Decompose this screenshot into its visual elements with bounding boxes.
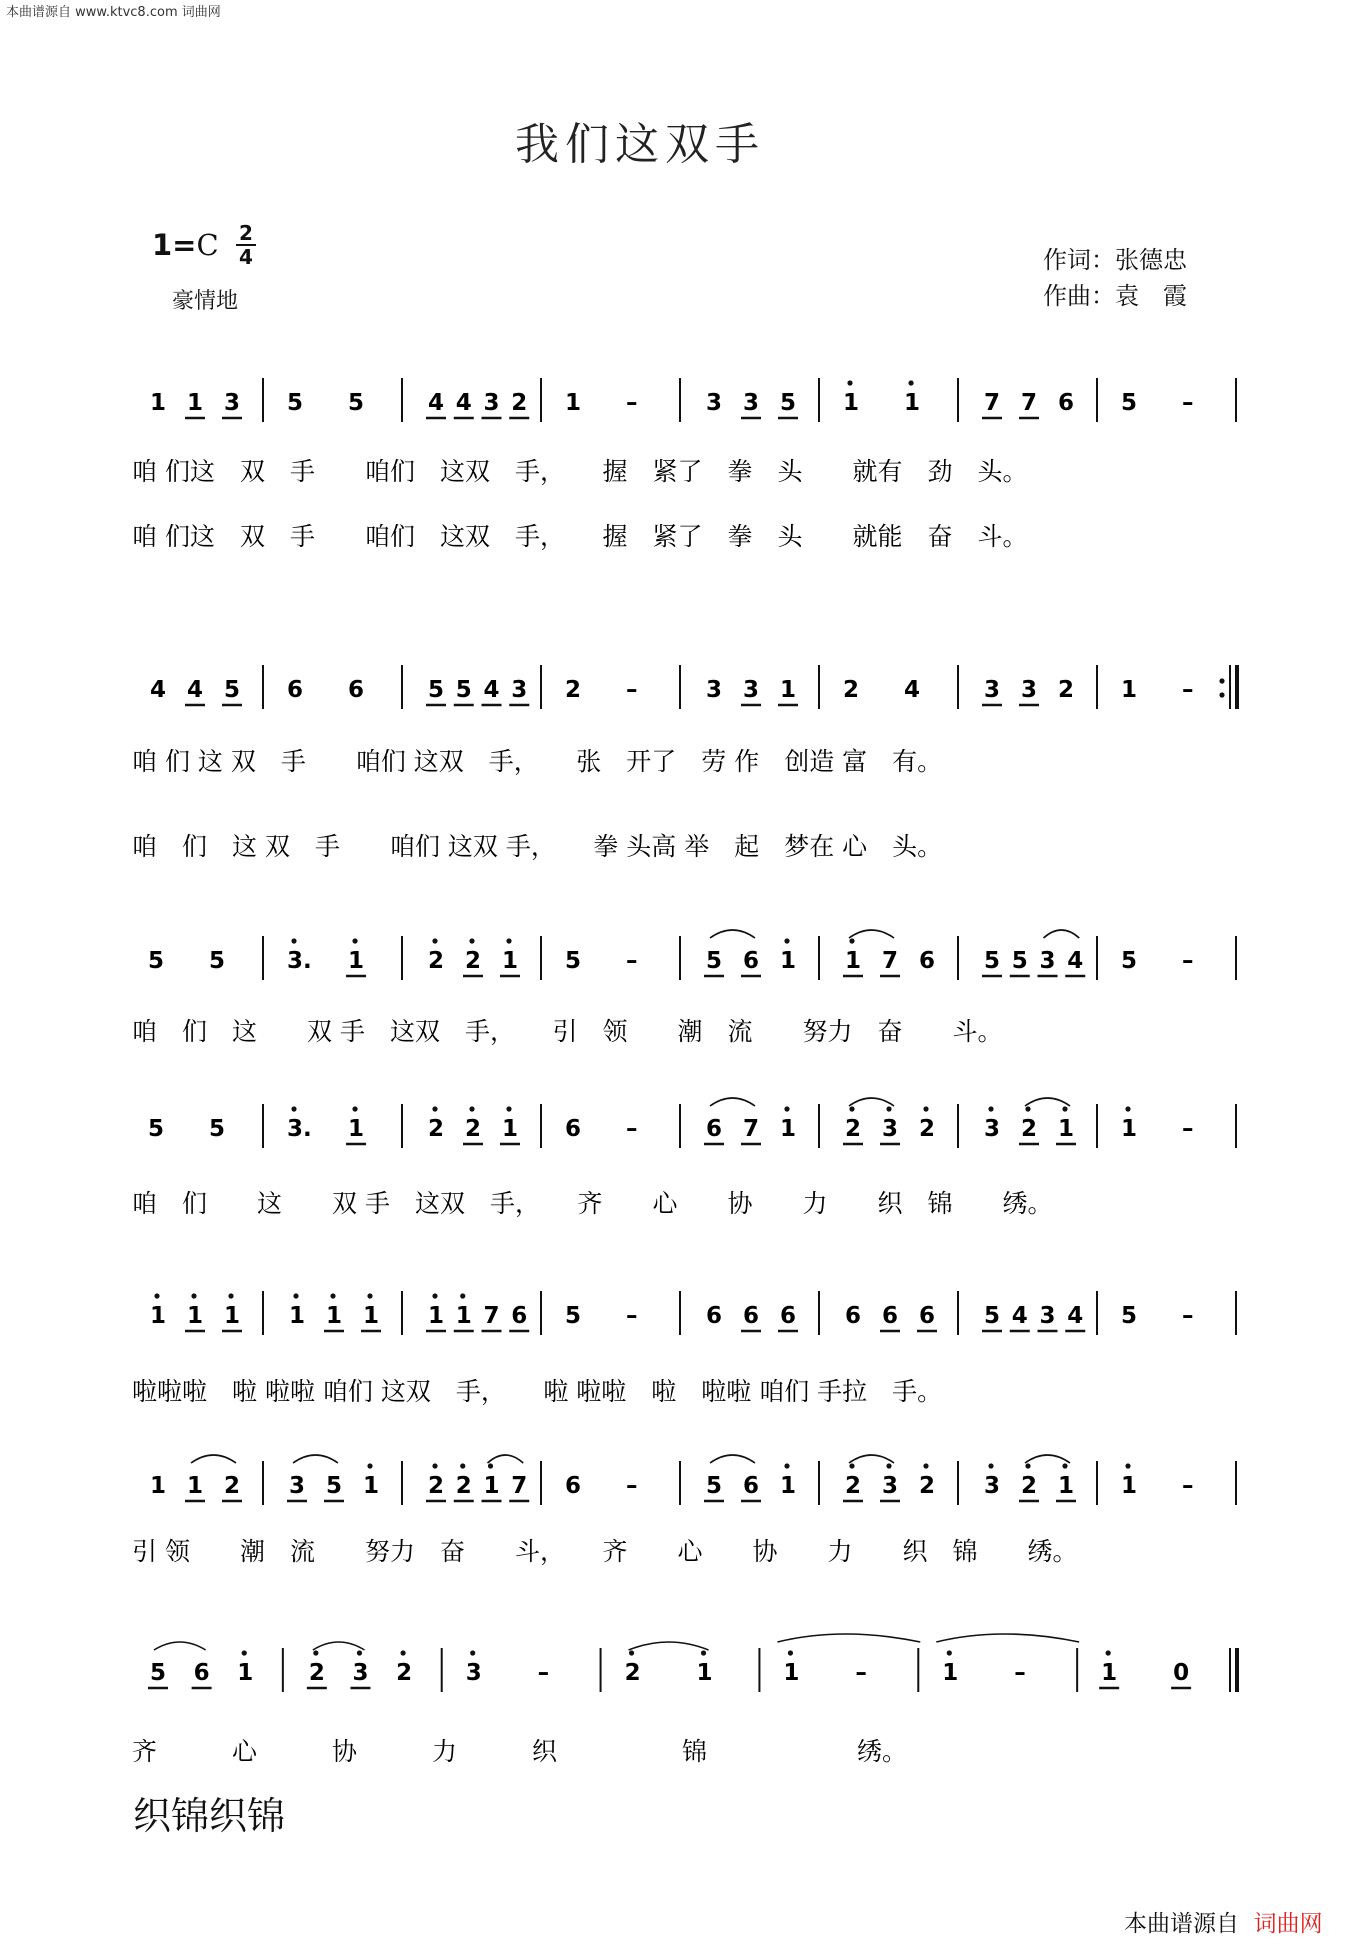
jianpu-note: 4 bbox=[904, 677, 921, 703]
jianpu-note: 1 bbox=[502, 948, 519, 974]
octave-dot bbox=[849, 938, 854, 943]
jianpu-note: 3 bbox=[289, 1473, 306, 1499]
octave-dot bbox=[908, 380, 913, 385]
octave-dot bbox=[847, 380, 852, 385]
jianpu-note: 6 bbox=[882, 1303, 899, 1329]
octave-dot bbox=[784, 1106, 789, 1111]
jianpu-note: 1 bbox=[326, 1303, 343, 1329]
lyric-line: 咱 们 这 双 手 咱们 这双 手， 拳 头高 举 起 梦在 心 头。 bbox=[132, 832, 943, 861]
jianpu-note: 2 bbox=[565, 677, 582, 703]
jianpu-note: 5 bbox=[287, 390, 304, 416]
jianpu-note: 3 bbox=[984, 1116, 1001, 1142]
slur bbox=[849, 930, 894, 938]
octave-dot bbox=[432, 938, 437, 943]
octave-dot bbox=[191, 1293, 196, 1298]
octave-dot bbox=[154, 1293, 159, 1298]
jianpu-note: 5 bbox=[706, 948, 723, 974]
octave-dot bbox=[1125, 1463, 1130, 1468]
jianpu-note: 5 bbox=[565, 1303, 582, 1329]
jianpu-note: – bbox=[1014, 1660, 1026, 1686]
jianpu-note: 4 bbox=[150, 677, 167, 703]
lyricist-credit: 作词：张德忠 bbox=[1043, 246, 1187, 274]
slur bbox=[488, 1455, 524, 1463]
jianpu-note: 5 bbox=[1121, 1303, 1138, 1329]
slur bbox=[293, 1455, 338, 1463]
jianpu-note: 5 bbox=[209, 1116, 226, 1142]
jianpu-note: 3 bbox=[984, 1473, 1001, 1499]
jianpu-note: 4 bbox=[1067, 1303, 1084, 1329]
jianpu-note: 6 bbox=[743, 1303, 760, 1329]
jianpu-note: 2 bbox=[1058, 677, 1075, 703]
octave-dot bbox=[849, 1463, 854, 1468]
jianpu-note: 7 bbox=[1021, 390, 1038, 416]
slur bbox=[849, 1098, 894, 1106]
jianpu-note: – bbox=[1182, 1116, 1194, 1142]
jianpu-note: – bbox=[1182, 390, 1194, 416]
octave-dot bbox=[1025, 1463, 1030, 1468]
jianpu-note: – bbox=[1182, 1473, 1194, 1499]
jianpu-note: 6 bbox=[845, 1303, 862, 1329]
octave-dot bbox=[784, 1463, 789, 1468]
octave-dot bbox=[352, 938, 357, 943]
jianpu-note: 1 bbox=[348, 1116, 365, 1142]
key-prefix: 1= bbox=[152, 228, 197, 262]
jianpu-note: 1 bbox=[780, 677, 797, 703]
octave-dot bbox=[400, 1650, 405, 1655]
slur bbox=[191, 1455, 236, 1463]
jianpu-note: 1 bbox=[455, 1303, 472, 1329]
jianpu-note: 7 bbox=[882, 948, 899, 974]
jianpu-note: 1 bbox=[780, 948, 797, 974]
jianpu-note: 3 bbox=[984, 677, 1001, 703]
jianpu-note: 2 bbox=[428, 1473, 445, 1499]
jianpu-note: 5 bbox=[1121, 390, 1138, 416]
watermark-top: 本曲谱源自 www.ktvc8.com 词曲网 bbox=[6, 5, 221, 20]
jianpu-note: 2 bbox=[1021, 1473, 1038, 1499]
octave-dot bbox=[701, 1650, 706, 1655]
jianpu-note: 2 bbox=[845, 1116, 862, 1142]
slur bbox=[849, 1455, 894, 1463]
lyric-line: 咱 们 这 双 手 这双 手， 引 领 潮 流 努力 奋 斗。 bbox=[132, 1017, 1003, 1046]
repeat-dot bbox=[1219, 678, 1224, 683]
octave-dot bbox=[313, 1650, 318, 1655]
jianpu-note: 1 bbox=[187, 1303, 204, 1329]
jianpu-note: 5 bbox=[455, 677, 472, 703]
jianpu-note: 1 bbox=[187, 1473, 204, 1499]
jianpu-note: 1 bbox=[783, 1660, 800, 1686]
jianpu-note: 7 bbox=[483, 1303, 500, 1329]
jianpu-note: – bbox=[1182, 1303, 1194, 1329]
jianpu-note: 1 bbox=[565, 390, 582, 416]
octave-dot bbox=[784, 938, 789, 943]
jianpu-note: 3 bbox=[511, 677, 528, 703]
jianpu-note: 5 bbox=[780, 390, 797, 416]
octave-dot bbox=[228, 1293, 233, 1298]
slur bbox=[154, 1642, 206, 1650]
jianpu-note: 3 bbox=[743, 677, 760, 703]
jianpu-note: 7 bbox=[743, 1116, 760, 1142]
jianpu-note: – bbox=[626, 677, 638, 703]
jianpu-note: 2 bbox=[624, 1660, 641, 1686]
jianpu-note: 3 bbox=[882, 1116, 899, 1142]
octave-dot bbox=[460, 1463, 465, 1468]
extra-lyric: 织锦织锦 bbox=[133, 1794, 286, 1838]
jianpu-note: 2 bbox=[919, 1116, 936, 1142]
jianpu-note: 2 bbox=[511, 390, 528, 416]
key-letter: C bbox=[196, 228, 219, 262]
jianpu-note: 7 bbox=[984, 390, 1001, 416]
octave-dot bbox=[293, 1293, 298, 1298]
slur bbox=[710, 930, 755, 938]
octave-dot bbox=[788, 1650, 793, 1655]
octave-dot bbox=[357, 1650, 362, 1655]
slur bbox=[1025, 1098, 1070, 1106]
jianpu-note: 2 bbox=[224, 1473, 241, 1499]
jianpu-note: 1 bbox=[696, 1660, 713, 1686]
slur bbox=[710, 1455, 755, 1463]
time-top: 2 bbox=[236, 222, 256, 246]
jianpu-note: 3 bbox=[706, 390, 723, 416]
jianpu-note: 0 bbox=[1173, 1660, 1190, 1686]
lyric-line: 引 领 潮 流 努力 奋 斗， 齐 心 协 力 织 锦 绣。 bbox=[132, 1537, 1078, 1566]
jianpu-note: 1 bbox=[1101, 1660, 1118, 1686]
jianpu-note: 3. bbox=[287, 948, 312, 974]
lyric-line: 咱 们这 双 手 咱们 这双 手， 握 紧了 拳 头 就能 奋 斗。 bbox=[132, 522, 1028, 551]
lyric-line: 啦啦啦 啦 啦啦 咱们 这双 手， 啦 啦啦 啦 啦啦 咱们 手拉 手。 bbox=[132, 1377, 943, 1406]
jianpu-note: 4 bbox=[483, 677, 500, 703]
octave-dot bbox=[849, 1106, 854, 1111]
jianpu-note: 1 bbox=[483, 1473, 500, 1499]
jianpu-note: 3 bbox=[465, 1660, 482, 1686]
jianpu-note: 4 bbox=[455, 390, 472, 416]
jianpu-note: 1 bbox=[843, 390, 860, 416]
jianpu-note: 6 bbox=[287, 677, 304, 703]
jianpu-note: 6 bbox=[348, 677, 365, 703]
jianpu-note: – bbox=[626, 948, 638, 974]
jianpu-note: 2 bbox=[428, 1116, 445, 1142]
jianpu-note: – bbox=[626, 1473, 638, 1499]
octave-dot bbox=[923, 1106, 928, 1111]
jianpu-note: 5 bbox=[148, 948, 165, 974]
jianpu-note: 2 bbox=[919, 1473, 936, 1499]
tie bbox=[777, 1634, 920, 1642]
jianpu-note: 5 bbox=[1121, 948, 1138, 974]
jianpu-note: 6 bbox=[565, 1473, 582, 1499]
jianpu-note: 1 bbox=[363, 1303, 380, 1329]
jianpu-note: 5 bbox=[209, 948, 226, 974]
jianpu-note: 6 bbox=[706, 1303, 723, 1329]
octave-dot bbox=[1062, 1106, 1067, 1111]
jianpu-note: 1 bbox=[1121, 1116, 1138, 1142]
octave-dot bbox=[923, 1463, 928, 1468]
slur bbox=[1025, 1455, 1070, 1463]
octave-dot bbox=[506, 938, 511, 943]
jianpu-note: 3 bbox=[1039, 948, 1056, 974]
jianpu-note: 1 bbox=[502, 1116, 519, 1142]
jianpu-note: 7 bbox=[511, 1473, 528, 1499]
jianpu-note: 1 bbox=[1121, 677, 1138, 703]
jianpu-note: 1 bbox=[150, 1473, 167, 1499]
jianpu-note: 3 bbox=[1021, 677, 1038, 703]
jianpu-note: 6 bbox=[565, 1116, 582, 1142]
jianpu-note: 6 bbox=[743, 948, 760, 974]
jianpu-note: 5 bbox=[706, 1473, 723, 1499]
jianpu-note: 2 bbox=[396, 1660, 413, 1686]
jianpu-note: 3 bbox=[882, 1473, 899, 1499]
jianpu-note: 3. bbox=[287, 1116, 312, 1142]
jianpu-note: – bbox=[626, 1116, 638, 1142]
jianpu-note: 1 bbox=[942, 1660, 959, 1686]
jianpu-note: 1 bbox=[224, 1303, 241, 1329]
jianpu-note: 1 bbox=[348, 948, 365, 974]
jianpu-note: 5 bbox=[224, 677, 241, 703]
jianpu-note: 2 bbox=[455, 1473, 472, 1499]
jianpu-note: 2 bbox=[465, 948, 482, 974]
jianpu-note: 1 bbox=[780, 1116, 797, 1142]
jianpu-note: 3 bbox=[1039, 1303, 1056, 1329]
jianpu-note: 1 bbox=[428, 1303, 445, 1329]
jianpu-note: 6 bbox=[193, 1660, 210, 1686]
octave-dot bbox=[629, 1650, 634, 1655]
jianpu-note: 3 bbox=[224, 390, 241, 416]
composer-credit: 作曲：袁 霞 bbox=[1043, 282, 1187, 310]
jianpu-note: 4 bbox=[187, 677, 204, 703]
octave-dot bbox=[367, 1293, 372, 1298]
tie bbox=[936, 1634, 1079, 1642]
jianpu-note: 1 bbox=[845, 948, 862, 974]
jianpu-note: 2 bbox=[428, 948, 445, 974]
octave-dot bbox=[988, 1463, 993, 1468]
octave-dot bbox=[352, 1106, 357, 1111]
jianpu-note: – bbox=[537, 1660, 550, 1686]
jianpu-note: 1 bbox=[904, 390, 921, 416]
jianpu-note: 6 bbox=[919, 948, 936, 974]
slur bbox=[629, 1642, 709, 1650]
octave-dot bbox=[330, 1293, 335, 1298]
jianpu-note: 6 bbox=[511, 1303, 528, 1329]
octave-dot bbox=[506, 1106, 511, 1111]
jianpu-note: – bbox=[855, 1660, 867, 1686]
jianpu-note: 1 bbox=[187, 390, 204, 416]
lyric-line: 咱 们 这 双 手 这双 手， 齐 心 协 力 织 锦 绣。 bbox=[132, 1189, 1053, 1218]
jianpu-note: 2 bbox=[843, 677, 860, 703]
octave-dot bbox=[367, 1463, 372, 1468]
slur bbox=[1044, 930, 1080, 938]
jianpu-note: 2 bbox=[308, 1660, 325, 1686]
jianpu-note: 5 bbox=[148, 1116, 165, 1142]
jianpu-note: 3 bbox=[706, 677, 723, 703]
jianpu-note: 1 bbox=[780, 1473, 797, 1499]
jianpu-note: 4 bbox=[428, 390, 445, 416]
jianpu-note: 6 bbox=[706, 1116, 723, 1142]
jianpu-note: – bbox=[626, 390, 638, 416]
octave-dot bbox=[460, 1293, 465, 1298]
octave-dot bbox=[886, 1106, 891, 1111]
jianpu-note: 1 bbox=[1058, 1473, 1075, 1499]
jianpu-note: – bbox=[626, 1303, 638, 1329]
jianpu-note: 3 bbox=[352, 1660, 369, 1686]
lyric-line: 齐 心 协 力 织 锦 绣。 bbox=[132, 1737, 908, 1766]
octave-dot bbox=[432, 1106, 437, 1111]
jianpu-note: 6 bbox=[780, 1303, 797, 1329]
octave-dot bbox=[1106, 1650, 1111, 1655]
jianpu-note: 5 bbox=[326, 1473, 343, 1499]
octave-dot bbox=[432, 1463, 437, 1468]
jianpu-note: 5 bbox=[348, 390, 365, 416]
octave-dot bbox=[432, 1293, 437, 1298]
octave-dot bbox=[470, 1650, 475, 1655]
jianpu-note: 5 bbox=[1011, 948, 1028, 974]
watermark-source: 本曲谱源自 bbox=[1124, 1911, 1239, 1937]
jianpu-note: 4 bbox=[1011, 1303, 1028, 1329]
lyric-line: 咱 们这 双 手 咱们 这双 手， 握 紧了 拳 头 就有 劲 头。 bbox=[132, 457, 1028, 486]
slur bbox=[313, 1642, 365, 1650]
jianpu-note: 1 bbox=[363, 1473, 380, 1499]
jianpu-note: 4 bbox=[1067, 948, 1084, 974]
octave-dot bbox=[488, 1463, 493, 1468]
jianpu-note: 1 bbox=[150, 1303, 167, 1329]
repeat-dot bbox=[1219, 692, 1224, 697]
jianpu-note: 5 bbox=[150, 1660, 167, 1686]
jianpu-note: 1 bbox=[1121, 1473, 1138, 1499]
jianpu-note: 1 bbox=[289, 1303, 306, 1329]
jianpu-note: – bbox=[1182, 677, 1194, 703]
jianpu-note: 5 bbox=[984, 1303, 1001, 1329]
jianpu-note: 5 bbox=[984, 948, 1001, 974]
slur bbox=[710, 1098, 755, 1106]
jianpu-note: 2 bbox=[1021, 1116, 1038, 1142]
jianpu-note: 3 bbox=[483, 390, 500, 416]
octave-dot bbox=[988, 1106, 993, 1111]
tempo-marking: 豪情地 bbox=[172, 289, 239, 314]
time-bottom: 4 bbox=[239, 245, 253, 269]
jianpu-note: 1 bbox=[1058, 1116, 1075, 1142]
octave-dot bbox=[242, 1650, 247, 1655]
jianpu-note: – bbox=[1182, 948, 1194, 974]
song-title: 我们这双手 bbox=[515, 119, 765, 170]
octave-dot bbox=[1125, 1106, 1130, 1111]
watermark-bottom bbox=[1124, 1905, 1323, 1938]
octave-dot bbox=[291, 1106, 296, 1111]
octave-dot bbox=[1025, 1106, 1030, 1111]
octave-dot bbox=[469, 1106, 474, 1111]
octave-dot bbox=[1062, 1463, 1067, 1468]
octave-dot bbox=[291, 938, 296, 943]
jianpu-note: 2 bbox=[465, 1116, 482, 1142]
lyric-line: 咱 们 这 双 手 咱们 这双 手， 张 开了 劳 作 创造 富 有。 bbox=[132, 747, 943, 776]
jianpu-note: 6 bbox=[743, 1473, 760, 1499]
jianpu-note: 3 bbox=[743, 390, 760, 416]
octave-dot bbox=[886, 1463, 891, 1468]
watermark-site: 词曲网 bbox=[1253, 1911, 1323, 1937]
octave-dot bbox=[469, 938, 474, 943]
jianpu-note: 1 bbox=[237, 1660, 254, 1686]
octave-dot bbox=[947, 1650, 952, 1655]
jianpu-note: 2 bbox=[845, 1473, 862, 1499]
jianpu-note: 6 bbox=[919, 1303, 936, 1329]
jianpu-note: 1 bbox=[150, 390, 167, 416]
jianpu-note: 5 bbox=[428, 677, 445, 703]
jianpu-note: 6 bbox=[1058, 390, 1075, 416]
jianpu-note: 5 bbox=[565, 948, 582, 974]
